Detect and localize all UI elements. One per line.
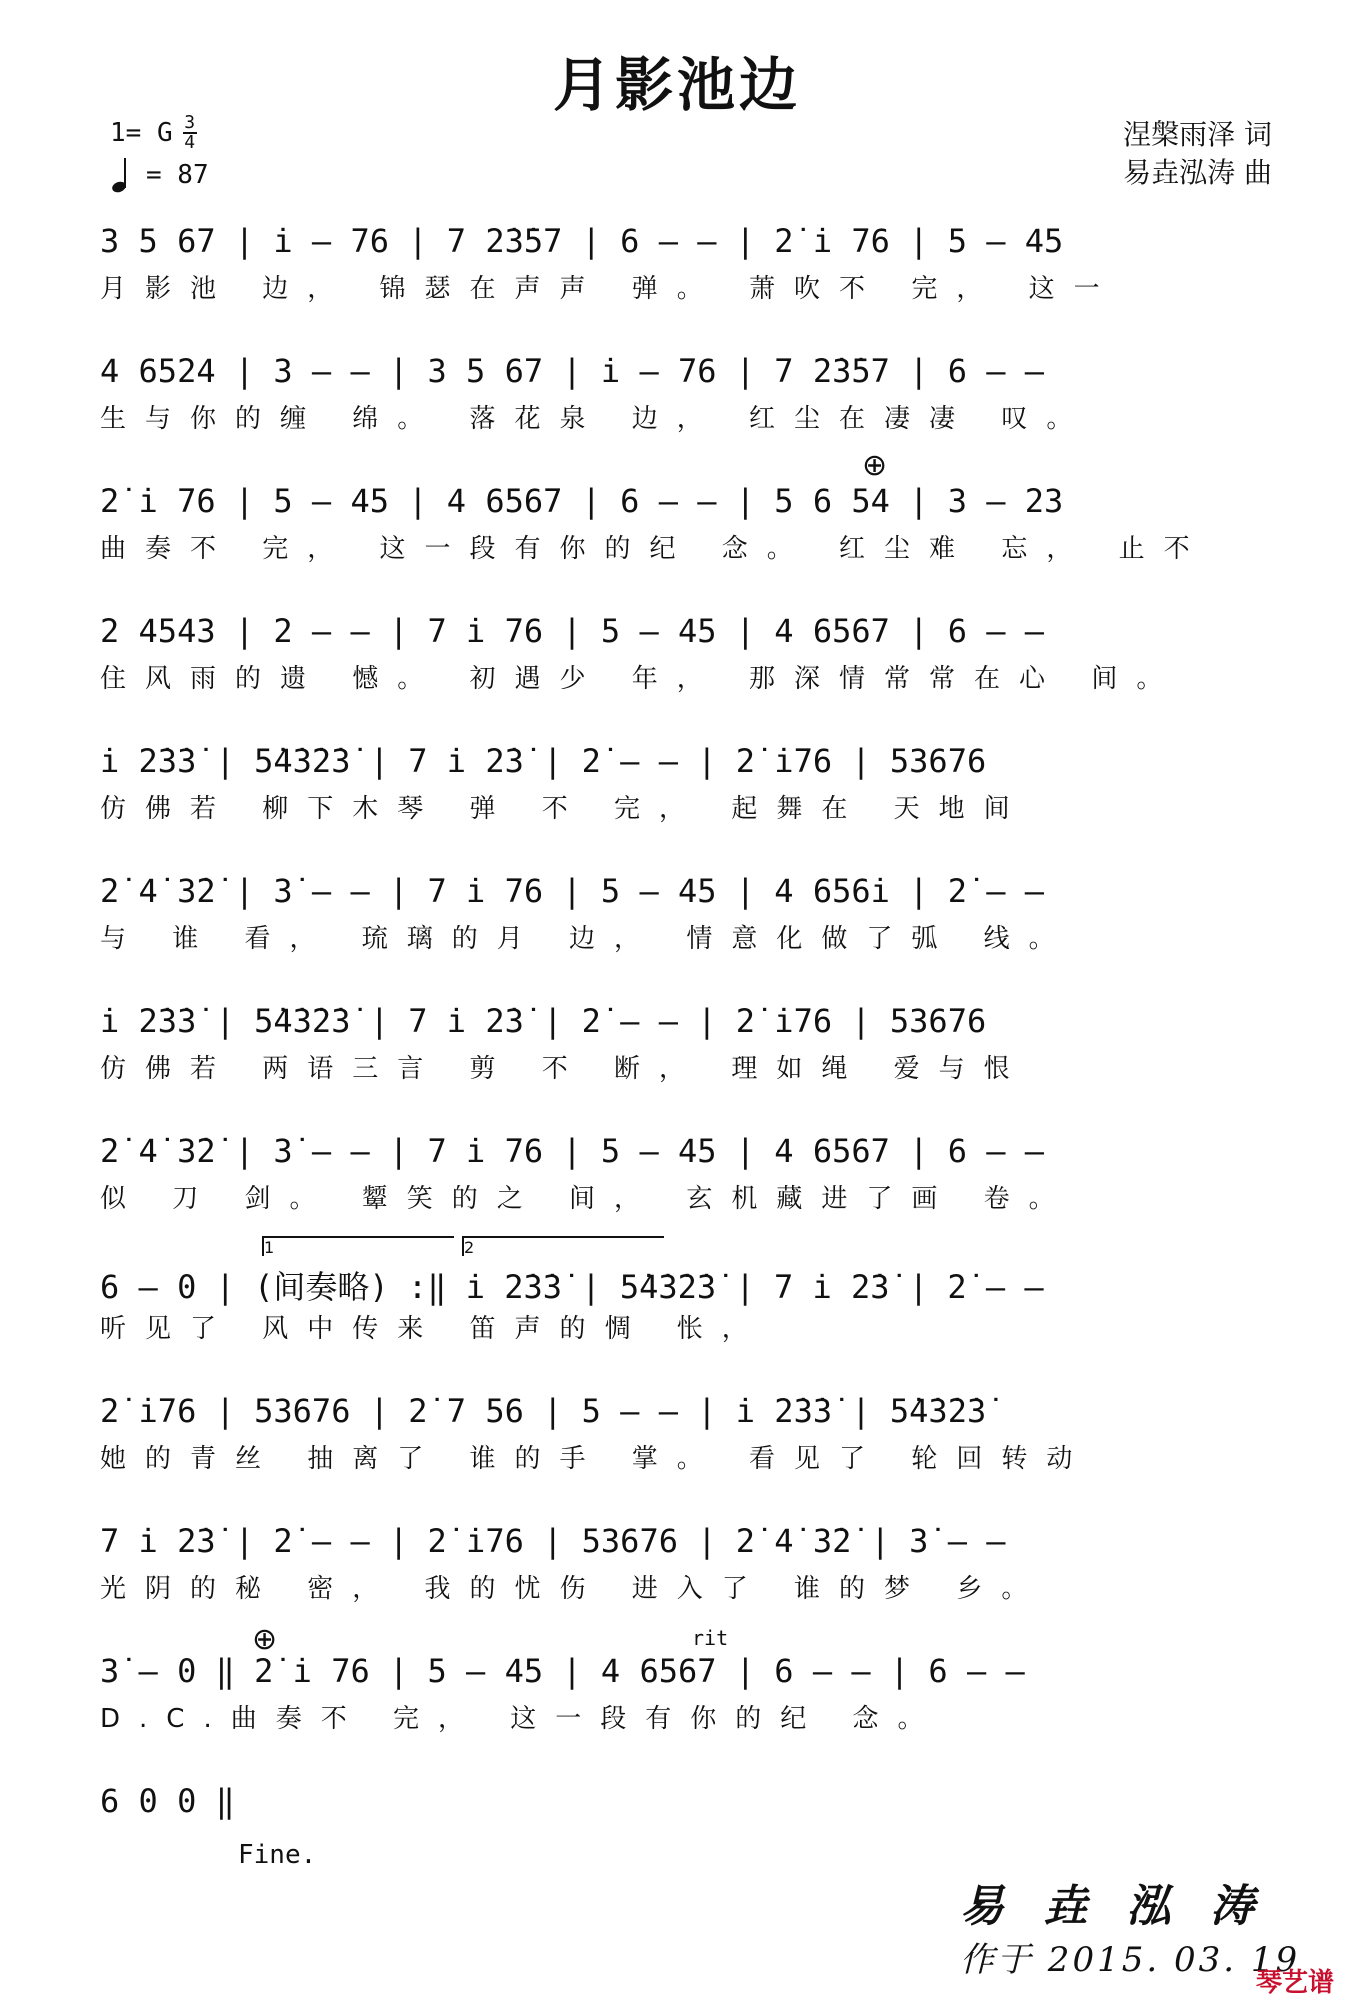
notation-line: 6 0 0 ‖ xyxy=(100,1782,235,1820)
lyric-line: 似 刀 剑。 颦笑的之 间， 玄机藏进了画 卷。 xyxy=(100,1184,1074,1214)
site-logo: 琴艺谱 xyxy=(1255,1968,1334,1998)
lyric-line: 仿佛若 两语三言 剪 不 断， 理如绳 爱与恨 xyxy=(100,1054,1029,1084)
composition-date: 作于 2015. 03. 19 xyxy=(960,1940,1301,1980)
signature: 易 垚 泓 涛 xyxy=(960,1881,1266,1932)
key-signature: 1= G xyxy=(110,118,173,148)
quarter-note-icon xyxy=(110,156,140,194)
notation-line: 2 4543 | 2 – – | 7 i̇ 76 | 5 – 45 | 4 6567 | 6 – – xyxy=(100,612,1045,650)
coda-sign-icon: ⊕ xyxy=(252,1622,278,1657)
lyric-line: D.C.曲奏不 完， 这一段有你的纪 念。 xyxy=(100,1704,943,1734)
notation-line: 2̇ 4̇ 3̇2̇ | 3̇ – – | 7 i̇ 76 | 5 – 45 | 4 6567 | 6 – – xyxy=(100,1132,1045,1170)
key-tempo-block xyxy=(110,112,209,196)
fine-marking: Fine. xyxy=(238,1840,317,1870)
notation-line: i̇ 2̇3̇3̇ | 5̇4̇3̇2̇3̇ | 7 i̇ 2̇3̇ | 2̇ – – | 2̇ i̇76 | 53676 xyxy=(100,742,987,780)
notation-line: 7 i̇ 2̇3̇ | 2̇ – – | 2̇ i̇76 | 53676 | 2̇ 4̇ 3̇2̇ | 3̇ – – xyxy=(100,1522,1006,1560)
credits xyxy=(1123,116,1272,192)
lyric-line: 她的青丝 抽离了 谁的手 掌。 看见了 轮回转动 xyxy=(100,1444,1092,1474)
notation-line: 2̇ i̇ 76 | 5 – 45 | 4 6567 | 6 – – | 5 6 54 | 3 – 23 xyxy=(100,482,1064,520)
notation-line: 3 5 67 | i̇ – 76 | 7 2̇3̇57 | 6 – – | 2̇ i̇ 76 | 5 – 45 xyxy=(100,222,1064,260)
volta-1: 1 xyxy=(262,1236,454,1256)
lyric-line: 生与你的缠 绵。 落花泉 边， 红尘在凄凄 叹。 xyxy=(100,404,1092,434)
composer: 易垚泓涛 曲 xyxy=(1123,156,1272,189)
lyric-line: 光阴的秘 密， 我的忧伤 进入了 谁的梦 乡。 xyxy=(100,1574,1047,1604)
lyric-line: 曲奏不 完， 这一段有你的纪 念。 红尘难 忘， 止不 xyxy=(100,534,1209,564)
notation-line: 2̇ i̇76 | 53676 | 2̇ 7 56 | 5 – – | i̇ 2̇3̇3̇ | 5̇4̇3̇2̇3̇ xyxy=(100,1392,987,1430)
notation-line: i̇ 2̇3̇3̇ | 5̇4̇3̇2̇3̇ | 7 i̇ 2̇3̇ | 2̇ – – | 2̇ i̇76 | 53676 xyxy=(100,1002,987,1040)
lyric-line: 月影池 边， 锦瑟在声声 弹。 萧吹不 完， 这一 xyxy=(100,274,1119,304)
page-title: 月影池边 xyxy=(552,51,801,119)
time-signature: 3 4 xyxy=(184,112,196,153)
lyric-line: 听见了 风中传来 笛声的惆 怅， xyxy=(100,1314,767,1344)
volta-2: 2 xyxy=(462,1236,664,1256)
rit-marking: rit xyxy=(692,1626,729,1650)
lyric-line: 与 谁 看， 琉璃的月 边， 情意化做了弧 线。 xyxy=(100,924,1074,954)
lyric-line: 住风雨的遗 憾。 初遇少 年， 那深情常常在心 间。 xyxy=(100,664,1182,694)
lyricist: 涅槃雨泽 词 xyxy=(1123,118,1272,151)
notation-line: 3̇ – 0 ‖ 2̇ i̇ 76 | 5 – 45 | 4 6567 | 6 – – | 6 – – xyxy=(100,1652,1025,1690)
coda-sign-icon: ⊕ xyxy=(862,448,888,483)
lyric-line: 仿佛若 柳下木琴 弹 不 完， 起舞在 天地间 xyxy=(100,794,1029,824)
notation-line: 4 6524 | 3 – – | 3 5 67 | i̇ – 76 | 7 2̇3̇57 | 6 – – xyxy=(100,352,1045,390)
tempo: = 87 xyxy=(146,160,209,190)
notation-line: 6 – 0 | (间奏略) :‖ i̇ 2̇3̇3̇ | 5̇4̇3̇2̇3̇ | 7 i̇ 2̇3̇ | 2̇ – – xyxy=(100,1268,1044,1306)
notation-line: 2̇ 4̇ 3̇2̇ | 3̇ – – | 7 i̇ 76 | 5 – 45 | 4 656i̇ | 2̇ – – xyxy=(100,872,1045,910)
